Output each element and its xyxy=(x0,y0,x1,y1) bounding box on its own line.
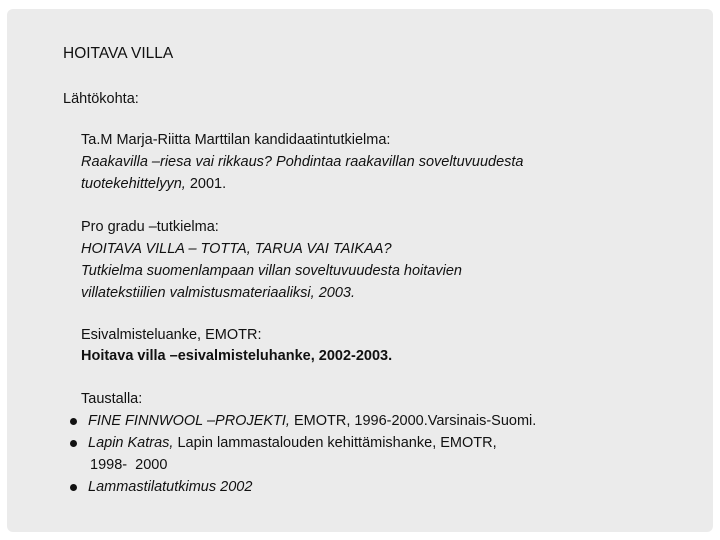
esivalmistelu-title: Hoitava villa –esivalmisteluhanke, 2002-2003. xyxy=(81,348,393,364)
bullet-icon xyxy=(70,484,77,491)
taustalla-item-2 xyxy=(88,434,497,453)
esivalmistelu-heading: Esivalmisteluanke, EMOTR: xyxy=(81,327,262,343)
taustalla-item-2-years: 1998- 2000 xyxy=(90,457,168,473)
taustalla-label: Taustalla: xyxy=(81,391,143,407)
pro-gradu-heading: Pro gradu –tutkielma: xyxy=(81,219,219,235)
bullet-icon xyxy=(70,440,77,447)
pro-gradu-title: HOITAVA VILLA – TOTTA, TARUA VAI TAIKAA? xyxy=(81,241,392,257)
taustalla-item-3: Lammastilatutkimus 2002 xyxy=(88,479,253,495)
kandidaatti-title-cont xyxy=(81,175,226,194)
kandidaatti-heading: Ta.M Marja-Riitta Marttilan kandidaatintutkielma: xyxy=(81,132,391,148)
bullet-icon xyxy=(70,418,77,425)
kandidaatti-title: Raakavilla –riesa vai rikkaus? Pohdintaa raakavillan soveltuvuudesta xyxy=(81,154,524,170)
pro-gradu-subtitle-cont: villatekstiilien valmistusmateriaaliksi, 2003. xyxy=(81,285,355,301)
kandidaatti-title-end: tuotekehittelyyn, xyxy=(81,176,186,192)
taustalla-item-2-name: Lapin Katras, xyxy=(88,435,174,451)
lahtokohta-label: Lähtökohta: xyxy=(63,91,139,107)
taustalla-item-2-detail: Lapin lammastalouden kehittämishanke, EMOTR, xyxy=(173,435,497,451)
pro-gradu-subtitle: Tutkielma suomenlampaan villan soveltuvuudesta hoitavien xyxy=(81,263,462,279)
taustalla-item-1 xyxy=(88,412,536,431)
kandidaatti-year: 2001. xyxy=(185,176,227,192)
taustalla-item-1-name: FINE FINNWOOL –PROJEKTI, xyxy=(88,413,290,429)
slide-title: HOITAVA VILLA xyxy=(63,45,174,62)
taustalla-item-1-detail: EMOTR, 1996-2000.Varsinais-Suomi. xyxy=(289,413,537,429)
